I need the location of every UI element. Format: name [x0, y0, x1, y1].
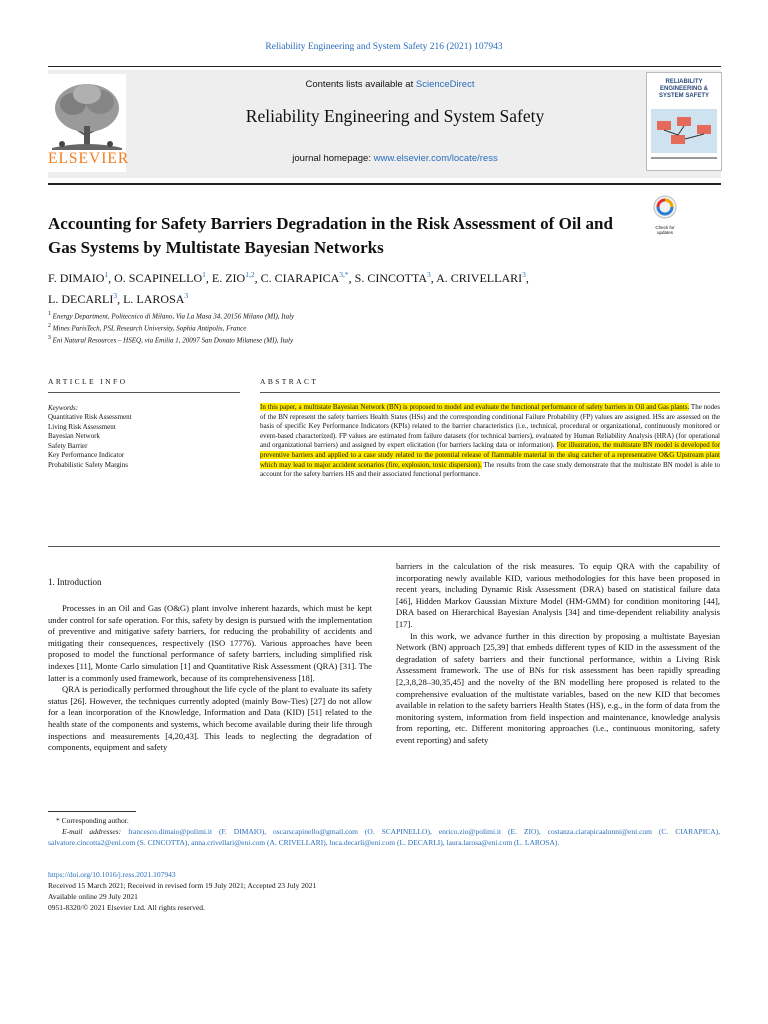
sciencedirect-link[interactable]: ScienceDirect [415, 79, 475, 90]
abstract-rule [260, 392, 720, 393]
keyword: Quantitative Risk Assessment [48, 413, 132, 421]
keyword: Safety Barrier [48, 441, 88, 450]
email-addresses [48, 826, 720, 848]
publisher-name: ELSEVIER [48, 150, 130, 167]
homepage-prefix: journal homepage: [292, 153, 374, 164]
keyword: Bayesian Network [48, 432, 100, 441]
email-list[interactable]: francesco.dimaio@polimi.it (F. DIMAIO), oscarscapinello@gmail.com (O. SCAPINELLO), enrico.zio@polimi.it (E. ZIO), costanza.ciarapicaalunni@eni.com (C. CIARAPICA), salvatore.cincotta2@eni.com (S. CINCOTTA), anna.crivellari@eni.com (A. CRIVELLARI), luca.decarli@eni.com (L. DECARLI), laura.larosa@eni.com (L. LAROSA). [48, 827, 721, 847]
check-for-updates-label: Check for updates [655, 225, 675, 235]
keyword: Probabilistic Safety Margins [48, 460, 128, 469]
abstract-highlight: In this paper, a multistate Bayesian Network (BN) is proposed to model and evaluate the functional performance of safety barriers in Oil and Gas plants. [260, 403, 690, 411]
article-info-heading: ARTICLE INFO [48, 377, 128, 386]
author: E. ZIO$^{1,2}$, [211, 270, 261, 285]
available-online: Available online 29 July 2021 [48, 892, 138, 901]
check-for-updates-icon [648, 194, 682, 220]
abstract-highlight: For illustration, the multistate BN model is developed for preventive barriers and applied to a case study related to the potential release of flammable material in the slug catcher of a representative O&G Upstream plant which may lead to major accident scenarios (fire, explosion, toxic dispersion). [260, 441, 721, 469]
contents-prefix: Contents lists available at [305, 79, 416, 90]
running-head[interactable]: Reliability Engineering and System Safety 216 (2021) 107943 [265, 42, 503, 52]
keywords-heading: Keywords: [48, 404, 79, 412]
keyword: Living Risk Assessment [48, 422, 116, 431]
author: F. DIMAIO$^1$, [48, 270, 115, 285]
header-bottom-rule [48, 183, 721, 185]
section-heading: 1. Introduction [48, 577, 102, 587]
email-label: E-mail addresses: [62, 827, 122, 836]
author: S. CINCOTTA$^3$, [354, 270, 437, 285]
author: A. CRIVELLARI$^3$, [436, 270, 529, 285]
keywords-list [48, 413, 132, 471]
journal-cover-thumbnail [646, 72, 722, 171]
left-column [48, 603, 372, 754]
corresponding-author-note: * Corresponding author. [56, 816, 129, 825]
affiliation: $^2$ Mines ParisTech, PSL Research University, Sophia Antipolis, France [48, 323, 247, 333]
check-for-updates-badge[interactable] [648, 194, 682, 234]
cover-title: RELIABILITY ENGINEERING & SYSTEM SAFETY [658, 79, 709, 99]
paragraph: Processes in an Oil and Gas (O&G) plant involve inherent hazards, which must be kept under control for safe operation. For this, safety by design is pursued with the implementation of preventive and mitigative safety barriers, for reducing the probability of accidents and mitigating their consequences, respectively (ISO 17776). Various approaches have been proposed to model the functional performance of safety barriers, including simplified risk indexes [11], Monte Carlo simulation [1] and Quantitative Risk Assessment (QRA) [31]. The latter is a commonly used framework, because of its comprehensiveness [18]. [48, 603, 372, 683]
abstract-sentence: The results from the case study demonstrate that the multistate BN model is able to account for the safety barriers HS and their associated functional performance. [260, 460, 720, 479]
abstract-heading: ABSTRACT [260, 377, 319, 386]
footnote-rule [48, 811, 136, 812]
affiliation: $^3$ Eni Natural Resources – HSEQ, via Emilia 1, 20097 San Donato Milanese (MI), Italy [48, 335, 294, 345]
author: C. $CIARAPICA^{3,*}$, [260, 270, 355, 285]
header-top-rule [48, 66, 721, 67]
journal-title: Reliability Engineering and System Safety [245, 106, 545, 126]
paragraph: In this work, we advance further in this direction by proposing a multistate Bayesian Network (BN) approach [25,39] that embeds different types of KID in the assessment of the degradation of safety barriers and their functional performance, within a Living Risk Assessment framework. The use of BNs for risk assessment has been rapidly spreading [2,3,8,28–30,35,45] and the novelty of the BN modelling here proposed is related to the comprehensive evaluation of the multistate variables, based on the new KID that becomes available in relation to the safety barriers Health States (HS), e.g., in the form of data from the monitoring system, information from field inspection and maintenance, knowledge analysis from reporting, etc. Different monitoring approaches (i.e., continuous monitoring, safety event reporting) and safety [396, 630, 720, 745]
abstract-end-rule [48, 546, 720, 547]
homepage-link[interactable]: www.elsevier.com/locate/ress [373, 153, 498, 164]
article-info-rule [48, 392, 240, 393]
author: L. DECARLI$^3$, [48, 291, 124, 306]
affiliation: $^1$ Energy Department, Politecnico di Milano, Via La Masa 34, 20156 Milano (MI), Italy [48, 311, 295, 321]
paragraph: barriers in the calculation of the risk measures. To equip QRA with the capability of incorporating newly available KID, various methodologies for this have been proposed in recent years, including Dynamic Risk Assessment (DRA) based on statistical failure data [46], Hidden Markov Gaussian Mixture Model (HM-GMM) for condition monitoring [44], DRA based on Hierarchical Bayesian Analysis [34] and time-dependent reliability analysis [17]. [396, 561, 720, 629]
author-list [48, 266, 688, 308]
received-dates: Received 15 March 2021; Received in revised form 19 July 2021; Accepted 23 July 2021 [48, 881, 317, 890]
author: L. LAROSA$^3$ [123, 291, 189, 306]
doi-link[interactable]: https://doi.org/10.1016/j.ress.2021.107943 [48, 870, 176, 879]
right-column [396, 561, 720, 747]
abstract-text [260, 403, 720, 480]
contents-line [240, 79, 540, 90]
keyword: Key Performance Indicator [48, 451, 125, 460]
author: O. SCAPINELLO$^1$, [114, 270, 212, 285]
journal-homepage [180, 153, 610, 164]
paper-title: Accounting for Safety Barriers Degradation in the Risk Assessment of Oil and Gas Systems by Multistate Bayesian Networks [48, 214, 613, 257]
abstract-sentence: The nodes of the BN represent the safety barriers Health States (HSs) and the corresponding conditional Failure Probability (FP) values are assigned. HSs are assessed on the basis of specific Key Performance Indicators (KPIs) related to the barrier characteristics (i.e., technical, procedural or organizational, continuously monitored or event-based characterized). FP values are estimated from failure datasets (for technical barriers), evaluated by Human Reliability Analysis (HRA) (for operational and organizational barriers) and assigned by expert elicitation (for barriers lacking data or information). [260, 403, 720, 450]
copyright: 0951-8320/© 2021 Elsevier Ltd. All rights reserved. [48, 903, 205, 912]
paragraph: QRA is periodically performed throughout the life cycle of the plant to evaluate its safety status [26]. However, the techniques currently adopted (mainly Bow-Ties) [27] do not allow for a lean incorporation of the Knowledge, Information and Data (KID) [51] related to the health state of the components and systems, which become available during their life through inspections and measurements [4,20,43]. This leads to neglecting the degradation of components, equipment and safety [48, 684, 372, 753]
